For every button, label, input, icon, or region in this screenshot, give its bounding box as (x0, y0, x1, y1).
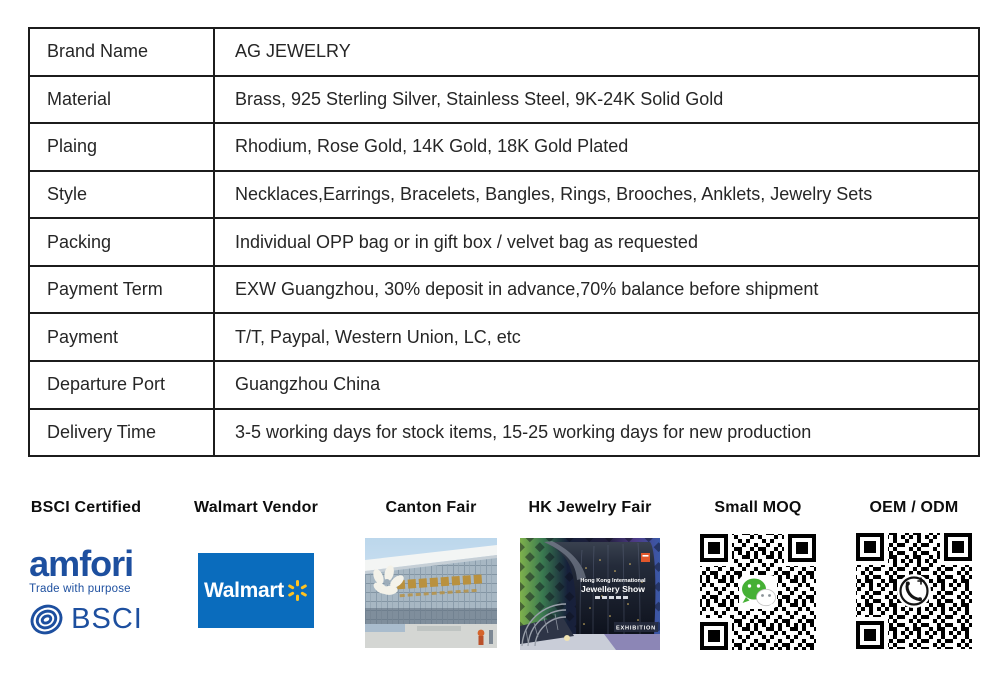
badge-small-moq (698, 499, 818, 653)
row-label: Delivery Time (30, 410, 215, 456)
badge-label: Small MOQ (714, 499, 802, 516)
product-spec-table (28, 27, 980, 457)
walmart-logo (198, 553, 314, 628)
badge-label: BSCI Certified (30, 499, 142, 516)
badge-canton-fair (362, 499, 500, 648)
row-label: Style (30, 172, 215, 218)
badge-label: HK Jewelry Fair (528, 499, 652, 516)
amfori-wordmark: amfori (29, 543, 134, 584)
whatsapp-icon (897, 574, 931, 608)
badge-bsci-certified (18, 499, 154, 642)
bsci-text: BSCI (71, 603, 143, 636)
amfori-tagline: Trade with purpose (29, 583, 131, 596)
canton-fair-photo (365, 538, 497, 648)
badge-label: Walmart Vendor (193, 499, 318, 516)
row-value: Individual OPP bag or in gift box / velvet bag as requested (235, 231, 698, 252)
table-row (30, 172, 978, 220)
row-value: Brass, 925 Sterling Silver, Stainless Steel, 9K-24K Solid Gold (235, 88, 724, 109)
row-label: Payment Term (30, 267, 215, 313)
wechat-icon (739, 575, 777, 609)
table-row (30, 362, 978, 410)
bsci-spiral-icon (29, 602, 64, 637)
table-row (30, 124, 978, 172)
hk-jewelry-fair-photo (520, 538, 660, 650)
badge-walmart-vendor (187, 499, 325, 628)
row-label: Material (30, 77, 215, 123)
hk-fair-line1: Hong Kong International (580, 578, 646, 584)
row-value: AG JEWELRY (235, 41, 351, 62)
row-value: Rhodium, Rose Gold, 14K Gold, 18K Gold Plated (235, 136, 629, 157)
row-value: Necklaces,Earrings, Bracelets, Bangles, Rings, Brooches, Anklets, Jewelry Sets (235, 183, 873, 204)
table-row (30, 77, 978, 125)
badge-label: Canton Fair (385, 499, 477, 516)
row-label: Plaing (30, 124, 215, 170)
row-value: T/T, Paypal, Western Union, LC, etc (235, 326, 521, 347)
row-value: 3-5 working days for stock items, 15-25 working days for new production (235, 421, 812, 442)
row-label: Departure Port (30, 362, 215, 408)
walmart-spark-icon (287, 580, 308, 601)
amfori-bsci-logo (29, 543, 143, 637)
row-label: Payment (30, 314, 215, 360)
badge-hk-jewelry-fair (518, 499, 662, 650)
walmart-wordmark: Walmart (204, 578, 284, 602)
table-row (30, 29, 978, 77)
row-label: Brand Name (30, 29, 215, 75)
table-row (30, 267, 978, 315)
table-row (30, 219, 978, 267)
hk-fair-line2: Jewellery Show (580, 584, 646, 594)
whatsapp-qr-code (853, 531, 975, 652)
badge-label: OEM / ODM (869, 499, 959, 516)
table-row (30, 314, 978, 362)
hk-fair-exhibition-text: EXHIBITION (615, 625, 657, 632)
row-value: Guangzhou China (235, 374, 381, 395)
row-label: Packing (30, 219, 215, 265)
badge-oem-odm (853, 499, 975, 652)
wechat-qr-code (698, 531, 818, 653)
table-row (30, 410, 978, 456)
row-value: EXW Guangzhou, 30% deposit in advance,70% balance before shipment (235, 279, 819, 300)
